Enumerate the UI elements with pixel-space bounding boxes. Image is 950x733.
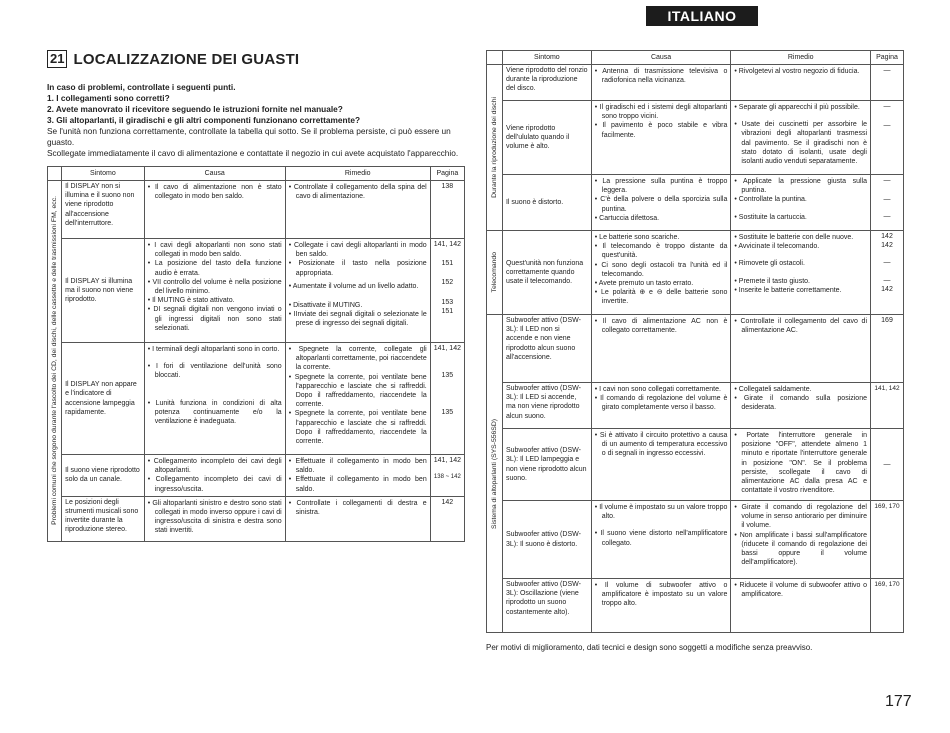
- remedy-cell: [731, 175, 871, 231]
- page-cell: [430, 343, 464, 455]
- header-symptom: Sintomo: [62, 167, 145, 181]
- table-row: [48, 343, 465, 455]
- cause-cell: [591, 175, 731, 231]
- page-cell: [430, 181, 464, 239]
- header-page: Pagina: [871, 51, 904, 65]
- troubleshooting-table-left: [47, 166, 465, 542]
- page-cell: [871, 501, 904, 579]
- page-ref: 142: [881, 242, 893, 250]
- symptom-cell: Il DISPLAY non appare e l'indicatore di accensione lampeggia rapidamente.: [62, 343, 145, 455]
- cause-item: • Il giradischi ed i sistemi degli altoparlanti sono troppo vicini.: [595, 103, 728, 121]
- page-cell: [871, 231, 904, 315]
- symptom-cell: Subwoofer attivo (DSW-3L): Il LED lampeggia e non viene riprodotto alcun suono.: [502, 429, 591, 501]
- page-cell: [430, 239, 464, 343]
- page-cell: [871, 383, 904, 429]
- remedy-item: • Sostituite la cartuccia.: [734, 213, 867, 222]
- page-ref: 141, 142: [874, 385, 900, 392]
- page-ref: —: [883, 67, 891, 74]
- page-ref: 138: [441, 183, 454, 190]
- symptom-cell: Viene riprodotto del ronzio durante la riproduzione del disco.: [502, 65, 591, 101]
- group-label-cell: [487, 231, 503, 315]
- remedy-item: • IInviate dei segnali digitali o selezionate le prese di ingresso dei segnali digitali.: [289, 310, 427, 328]
- remedy-cell: [731, 383, 871, 429]
- symptom-cell: Il suono viene riprodotto solo da un canale.: [62, 455, 145, 497]
- header-blank: [487, 51, 503, 65]
- page-ref: —: [883, 103, 891, 110]
- cause-cell: [591, 65, 731, 101]
- remedy-item: • Riducete il volume di subwoofer attivo o amplificatore.: [734, 581, 867, 599]
- header-cause: Causa: [591, 51, 731, 65]
- table-row: [48, 455, 465, 497]
- cause-item: • I cavi degli altoparlanti non sono stati collegati in modo ben saldo.: [148, 241, 282, 259]
- group-label: Problemi comuni che sorgono durante l'ascolto dei CD, dei dischi, delle cassette e delle trasmissioni FM, ecc.: [50, 196, 58, 526]
- page-ref: 153: [441, 298, 454, 306]
- intro-line: Scollegate immediatamente il cavo di alimentazione e contattate il negozio in cui avete acquistato l'apparecchio.: [47, 148, 459, 158]
- remedy-item: • Applicate la pressione giusta sulla puntina.: [734, 177, 867, 195]
- cause-item: • Il volume è impostato su un valore troppo alto.: [595, 503, 728, 521]
- symptom-cell: Quest'unità non funziona correttamente quando usate il telecomando.: [502, 231, 591, 315]
- page-ref: 135: [441, 372, 454, 380]
- remedy-item: • Spegnete la corrente, poi ventilate bene l'apparecchio e lasciate che si raffreddi. Dopo il raffreddamento, riaccendete la corrente.: [289, 409, 427, 446]
- page-ref: —: [883, 213, 891, 221]
- remedy-item: • Controllate il collegamento del cavo di alimentazione AC.: [734, 317, 867, 335]
- intro-bold-line: In caso di problemi, controllate i seguenti punti.: [47, 82, 236, 92]
- language-badge: ITALIANO: [646, 6, 758, 26]
- cause-cell: [144, 496, 285, 541]
- table-row: [487, 579, 904, 633]
- intro-bold-line: 2. Avete manovrato il ricevitore seguendo le istruzioni fornite nel manuale?: [47, 104, 343, 114]
- header-cause: Causa: [144, 167, 285, 181]
- cause-item: • Antenna di trasmissione televisiva o radiofonica nella vicinanza.: [595, 67, 728, 85]
- cause-item: • DI segnali digitali non vengono inviati o gli ingressi digitali non sono stati selezionati.: [148, 305, 282, 333]
- cause-item: • I terminali degli altoparlanti sono in corto.: [148, 345, 282, 354]
- page-cell: [871, 429, 904, 501]
- remedy-item: • Separate gli apparecchi il più possibile.: [734, 103, 867, 112]
- remedy-cell: [285, 496, 430, 541]
- cause-item: • Il volume di subwoofer attivo o amplificatore è impostato su un valore troppo alto.: [595, 581, 728, 609]
- page-cell: [430, 455, 464, 497]
- page-ref: 151: [441, 307, 454, 315]
- section-number: 21: [47, 50, 67, 68]
- remedy-item: • Rivolgetevi al vostro negozio di fiducia.: [734, 67, 867, 76]
- cause-item: • C'è della polvere o della sporcizia sulla puntina.: [595, 195, 728, 213]
- remedy-item: • Usate dei cuscinetti per assorbire le vibrazioni degli altoparlanti trasmessi dal pavimento. Se il giradischi non è stato dotato di isolanti, usate degli isolanti audio venduti separatamente.: [734, 120, 867, 166]
- table-row: [48, 496, 465, 541]
- page-cell: [871, 579, 904, 633]
- cause-cell: [144, 181, 285, 239]
- table-row: [487, 501, 904, 579]
- header-page: Pagina: [430, 167, 464, 181]
- cause-item: • Il cavo di alimentazione AC non è collegato correttamente.: [595, 317, 728, 335]
- remedy-cell: [731, 101, 871, 175]
- cause-item: • Gli altoparlanti sinistro e destro sono stati collegati in modo inverso oppure i cavi di ingresso/uscita di sinistra e destra sono stati invertiti.: [148, 499, 282, 536]
- remedy-cell: [731, 65, 871, 101]
- page-number: 177: [885, 693, 912, 710]
- intro-text: [47, 82, 467, 159]
- page-ref: 152: [441, 279, 454, 287]
- table-header-row: [487, 51, 904, 65]
- page-ref: —: [883, 276, 891, 284]
- group-label-cell: [487, 65, 503, 231]
- table-row: [487, 231, 904, 315]
- remedy-item: • Controllate la puntina.: [734, 195, 867, 204]
- intro-line: Se l'unità non funziona correttamente, controllate la tabella qui sotto. Se il problema persiste, ci può essere un guasto.: [47, 126, 451, 147]
- page-ref: 142: [441, 498, 454, 506]
- remedy-item: • Collegate i cavi degli altoparlanti in modo ben saldo.: [289, 241, 427, 259]
- page-ref: 138 ~ 142: [433, 474, 461, 481]
- remedy-cell: [731, 579, 871, 633]
- page-ref: —: [883, 460, 891, 468]
- remedy-item: • Disattivate il MUTING.: [289, 301, 427, 310]
- cause-cell: [591, 101, 731, 175]
- page-ref: 142: [881, 285, 893, 293]
- symptom-cell: Subwoofer attivo (DSW-3L): Il LED non si accende e non viene riprodotto alcun suono all'accensione.: [502, 315, 591, 383]
- table-row: [487, 315, 904, 383]
- cause-item: • Il comando di regolazione del volume è girato completamente verso il basso.: [595, 394, 728, 412]
- remedy-item: • Rimovete gli ostacoli.: [734, 259, 867, 268]
- cause-item: • Avete premuto un tasto errato.: [595, 279, 728, 288]
- cause-cell: [591, 501, 731, 579]
- cause-item: • Le polarità ⊕ e ⊖ delle batterie sono invertite.: [595, 288, 728, 306]
- page-ref: —: [883, 177, 891, 184]
- remedy-item: • Spegnete la corrente, collegate gli altoparlanti correttamente, poi riaccendete la corrente.: [289, 345, 427, 373]
- remedy-item: • Sostituite le batterie con delle nuove.: [734, 233, 867, 242]
- intro-bold-line: 1. I collegamenti sono corretti?: [47, 93, 170, 103]
- cause-item: • Il telecomando è troppo distante da quest'unità.: [595, 242, 728, 260]
- remedy-item: • Girate il comando sulla posizione desiderata.: [734, 394, 867, 412]
- remedy-item: • Posizionate il tasto nella posizione appropriata.: [289, 259, 427, 277]
- symptom-cell: Il DISPLAY si illumina ma il suono non viene riprodotto.: [62, 239, 145, 343]
- intro-bold-line: 3. Gli altoparlanti, il giradischi e gli altri componenti funzionano correttamente?: [47, 115, 361, 125]
- symptom-cell: Subwoofer attivo (DSW-3L): Il LED si accende, ma non viene riprodotto alcun suono.: [502, 383, 591, 429]
- remedy-cell: [731, 429, 871, 501]
- page-cell: [871, 101, 904, 175]
- remedy-cell: [285, 239, 430, 343]
- page-ref: —: [883, 259, 891, 267]
- page-cell: [871, 65, 904, 101]
- page-ref: —: [883, 122, 891, 130]
- remedy-item: • Controllate il collegamento della spina del cavo di alimentazione.: [289, 183, 427, 201]
- header-blank: [48, 167, 62, 181]
- cause-cell: [591, 315, 731, 383]
- group-label-cell: [487, 315, 503, 633]
- cause-item: • Ci sono degli ostacoli tra l'unità ed il telecomando.: [595, 261, 728, 279]
- table-header-row: [48, 167, 465, 181]
- remedy-item: • Non amplificate i bassi sull'amplificatore (riducete il comando di regolazione dei bassi oppure il volume dell'amplificatore).: [734, 531, 867, 568]
- remedy-item: • Effettuate il collegamento in modo ben saldo.: [289, 457, 427, 475]
- remedy-item: • Aumentate il volume ad un livello adatto.: [289, 282, 427, 291]
- remedy-cell: [285, 455, 430, 497]
- symptom-cell: Viene riprodotto dell'ululato quando il volume è alto.: [502, 101, 591, 175]
- cause-cell: [144, 343, 285, 455]
- page-ref: 151: [441, 260, 454, 268]
- group-label: Sistema di altoparlanti (SYS-556SD): [490, 418, 498, 529]
- footer-note: Per motivi di miglioramento, dati tecnici e design sono soggetti a modifiche senza preavviso.: [486, 643, 813, 652]
- table-row: [48, 239, 465, 343]
- cause-item: • Il MUTING è stato attivato.: [148, 296, 282, 305]
- symptom-cell: Subwoofer attivo (DSW-3L): Il suono è distorto.: [502, 501, 591, 579]
- remedy-cell: [285, 181, 430, 239]
- table-row: [487, 175, 904, 231]
- remedy-item: • Girate il comando di regolazione del volume in senso antiorario per diminuire il volume.: [734, 503, 867, 531]
- cause-cell: [591, 383, 731, 429]
- remedy-cell: [285, 343, 430, 455]
- page-ref: 142: [881, 233, 893, 240]
- remedy-item: • Collegateli saldamente.: [734, 385, 867, 394]
- cause-item: • Si è attivato il circuito protettivo a causa di un aumento di temperatura eccessivo o di segnali in ingresso eccessivi.: [595, 431, 728, 459]
- header-remedy: Rimedio: [731, 51, 871, 65]
- cause-item: • Il cavo di alimentazione non è stato collegato in modo ben saldo.: [148, 183, 282, 201]
- section-heading: [47, 50, 299, 68]
- remedy-cell: [731, 501, 871, 579]
- remedy-cell: [731, 231, 871, 315]
- page-ref: 169, 170: [874, 503, 900, 510]
- group-label-cell: [48, 181, 62, 542]
- symptom-cell: Il suono è distorto.: [502, 175, 591, 231]
- symptom-cell: Le posizioni degli strumenti musicali sono invertite durante la riproduzione stereo.: [62, 496, 145, 541]
- cause-item: • Collegamento incompleto dei cavi degli altoparlanti.: [148, 457, 282, 475]
- remedy-item: • Effettuate il collegamento in modo ben saldo.: [289, 475, 427, 493]
- remedy-item: • Spegnete la corrente, poi ventilate bene l'apparecchio e lasciate che si raffreddi. Dopo il raffreddamento, riaccendete la corrente.: [289, 373, 427, 410]
- group-label: Durante la riproduzione dei dischi: [490, 97, 498, 198]
- cause-item: • Il suono viene distorto nell'amplificatore collegato.: [595, 529, 728, 547]
- cause-cell: [591, 429, 731, 501]
- table-row: [487, 101, 904, 175]
- page-ref: —: [883, 196, 891, 204]
- page-ref: 141, 142: [433, 345, 461, 352]
- cause-cell: [591, 579, 731, 633]
- cause-item: • La pressione sulla puntina è troppo leggera.: [595, 177, 728, 195]
- cause-cell: [591, 231, 731, 315]
- cause-cell: [144, 239, 285, 343]
- symptom-cell: Il DISPLAY non si illumina e il suono non viene riprodotto all'accensione dell'interruttore.: [62, 181, 145, 239]
- cause-cell: [144, 455, 285, 497]
- page-ref: 141, 142: [433, 457, 461, 464]
- cause-item: • Il pavimento è poco stabile e vibra facilmente.: [595, 121, 728, 139]
- symptom-cell: Subwoofer attivo (DSW-3L): Oscillazione (viene riprodotto un suono costantemente alto).: [502, 579, 591, 633]
- table-row: [48, 181, 465, 239]
- header-remedy: Rimedio: [285, 167, 430, 181]
- troubleshooting-table-right: [486, 50, 904, 633]
- cause-item: • I fori di ventilazione dell'unità sono bloccati.: [148, 362, 282, 380]
- page-ref: 141, 142: [433, 241, 461, 248]
- page-cell: [871, 315, 904, 383]
- cause-item: • Cartuccia difettosa.: [595, 214, 728, 223]
- remedy-item: • Premete il tasto giusto.: [734, 277, 867, 286]
- section-title: LOCALIZZAZIONE DEI GUASTI: [73, 50, 300, 68]
- table-row: [487, 65, 904, 101]
- cause-item: • I cavi non sono collegati correttamente.: [595, 385, 728, 394]
- cause-item: • Collegamento incompleto dei cavi di ingresso/uscita.: [148, 475, 282, 493]
- remedy-cell: [731, 315, 871, 383]
- table-row: [487, 429, 904, 501]
- cause-item: • La posizione del tasto della funzione audio è errata.: [148, 259, 282, 277]
- page-ref: 135: [441, 409, 454, 417]
- remedy-item: • Portate l'interruttore generale in posizione "OFF", attendete almeno 1 minuto e riportate l'interruttore generale in posizione "ON". Se il problema persiste, scollegate il cavo di alimentazione AC dalla presa AC e contattate il vostro rivenditore.: [734, 431, 867, 495]
- cause-item: • Le batterie sono scariche.: [595, 233, 728, 242]
- cause-item: • VII controllo del volume è nella posizione del livello minimo.: [148, 278, 282, 296]
- page-ref: 169, 170: [874, 581, 900, 588]
- cause-item: • Lunità funziona in condizioni di alta potenza continuamente e/o la ventilazione è inadeguata.: [148, 399, 282, 427]
- page-cell: [430, 496, 464, 541]
- remedy-item: • Inserite le batterie correttamente.: [734, 286, 867, 295]
- page-ref: 169: [881, 317, 893, 324]
- table-row: [487, 383, 904, 429]
- page-cell: [871, 175, 904, 231]
- group-label: Telecomando: [490, 252, 498, 293]
- header-symptom: Sintomo: [502, 51, 591, 65]
- remedy-item: • Controllate i collegamenti di destra e sinistra.: [289, 499, 427, 517]
- remedy-item: • Avvicinate il telecomando.: [734, 242, 867, 251]
